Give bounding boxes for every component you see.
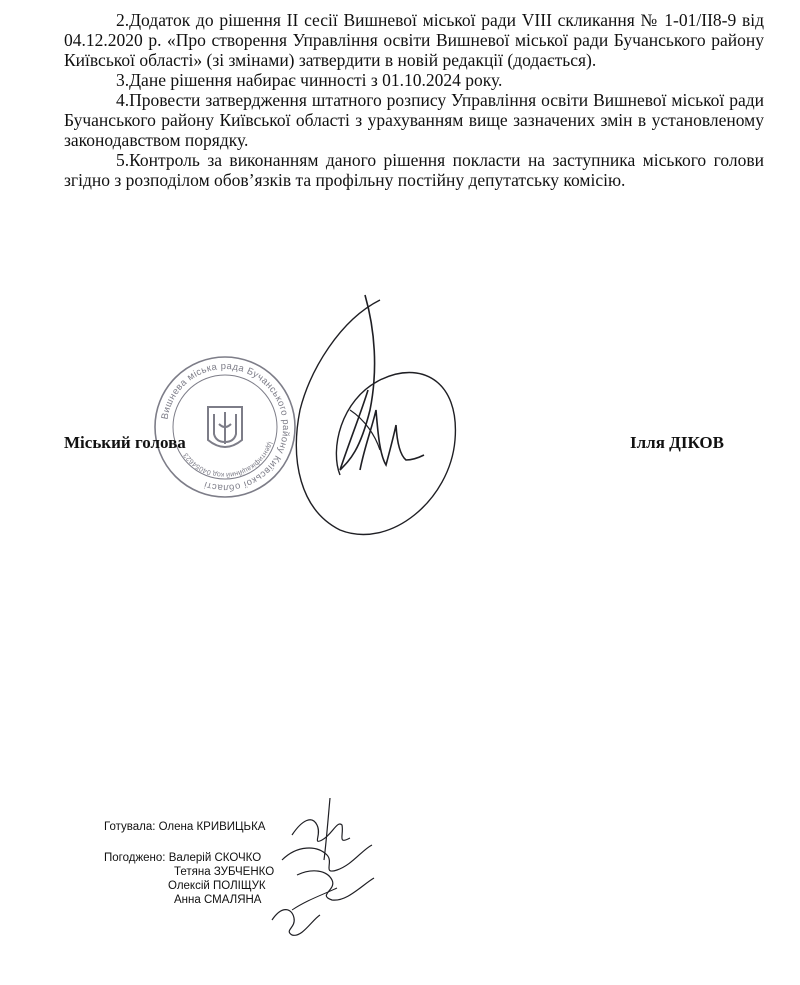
prepared-by: Готувала: Олена КРИВИЦЬКА	[104, 821, 266, 833]
paragraph-3: 3.Дане рішення набирає чинності з 01.10.2024 року.	[116, 70, 503, 90]
paragraph-5: 5.Контроль за виконанням даного рішення покласти на заступника міського голови згідно з розподілом обов’язків та профільну постійну депутатську комісію.	[64, 150, 764, 190]
decision-body	[64, 10, 764, 190]
agreed-line-1	[104, 851, 274, 865]
stamp-inner-text: Ідентифікаційний код 04054623	[182, 440, 274, 479]
agreed-person-4: Анна СМАЛЯНА	[174, 894, 262, 906]
agreed-person-1: Валерій СКОЧКО	[168, 852, 262, 864]
paragraph-2: 2.Додаток до рішення II сесії Вишневої міської ради VIII скликання № 1-01/ІІ8-9 від 04.12.2020 р. «Про створення Управління освіти Вишневої міської ради Бучанського району Київської області» (зі змінами) затвердити в новій редакції (додається).	[64, 10, 764, 70]
position-title: Міський голова	[64, 433, 186, 452]
approvals-block	[104, 820, 274, 907]
agreed-label: Погоджено:	[104, 852, 166, 864]
approval-signatures	[262, 790, 392, 950]
paragraph-4: 4.Провести затвердження штатного розпису Управління освіти Вишневої міської ради Бучанського району Київської області з урахуванням вище зазначених змін в установленому законодавством порядку.	[64, 90, 764, 150]
agreed-person-2: Тетяна ЗУБЧЕНКО	[174, 866, 275, 878]
stamp-outer-text: Вишнева міська рада Бучанського району Київської області	[159, 360, 292, 494]
agreed-person-3: Олексій ПОЛІЩУК	[168, 880, 266, 892]
mayor-name: Ілля ДІКОВ	[630, 433, 724, 452]
mayor-signature	[190, 260, 470, 560]
